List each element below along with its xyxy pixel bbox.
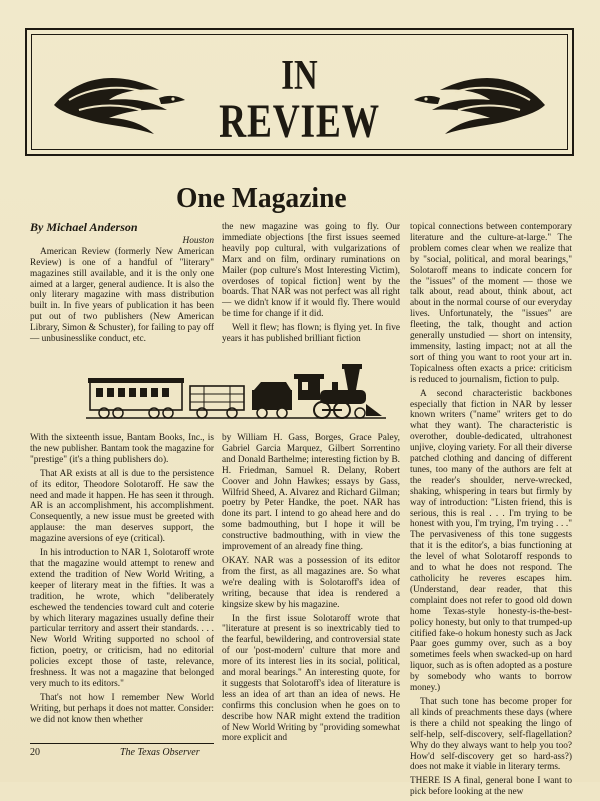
paragraph: That's not how I remember New World Writing, but perhaps it does not matter. Consider: we did not know then whether <box>30 692 214 725</box>
locomotive-illustration-icon <box>86 360 386 424</box>
banner-title-review: REVIEW <box>219 95 380 148</box>
paragraph: With the sixteenth issue, Bantam Books, Inc., is the new publisher. Bantam took the magazine for "prestige" (it's a thing publishers do). <box>30 433 214 465</box>
article-headline: One Magazine <box>176 182 347 214</box>
paragraph: the new magazine was going to fly. Our immediate objections [the first issues seemed heavily pop cultural, with vulgarizations of Marx and on film, ordinary ruminations on Mailer (pop culture's Most Interesting Victim), overdoses of topical fiction] went by the boards. That NAR was not perfect was all right — we didn't know if it would fly. There would be time for change if it did. <box>222 222 400 320</box>
column-1-bottom <box>30 433 214 729</box>
paragraph: That such tone has become proper for all kinds of preachments these days (where is there a child not speaking the lingo of self-help, self-discovery, self-flagellation? Why do they always want to help you too? How'd self-discovery get so hard-ass?) does not make it viable in literary terms. <box>410 696 572 773</box>
byline: By Michael Anderson <box>30 220 138 234</box>
column-2-top <box>222 222 400 348</box>
column-1-top <box>30 222 214 348</box>
magazine-name: The Texas Observer <box>120 747 200 758</box>
column-2-bottom <box>222 433 400 747</box>
paragraph: In his introduction to NAR 1, Solotaroff wrote that the magazine would attempt to renew and extend the tradition of New World Writing, a keeper of literary meat in the fifties. It was a tradition, he wrote, which "deliberately eschewed the tendencies toward cult and coterie by which literary magazines usually define their particular territory and assert their standards. . . . New World Writing supported no school of fiction, poetry, or criticism, had no editorial policies except those of taste, relevance, freshness. It was not a magazine that belonged very much to its editors." <box>30 548 214 689</box>
paragraph: A second characteristic backbones especially that fiction in NAR by lesser known writers ("name" writers get to do what they want). The characteristic is overother, double-dedicated, ultrahonest unjive, cloying variety. For all their diverse patched clothing and dancing of different tunes, too many of the authors are felt at the reader's shoulder, nerve-wrecked, shaking, whispering in tears but firmly by way of introduction: "Listen friend, this is serious, this is real . . . I'm trying to be honest with you, I'm trying, I'm trying . . ." The pervasiveness of this tone suggests that it is the editor's, a bias functioning at the level of what Solotaroff responds to and to what he does not respond. The catholicity he reveres escapes him. (Understand, dear reader, that this complaint does not refer to good old down home Texas-style honesty-is-the-best-policy honesty, but only to that trumped-up citified fake-o hokum honesty such as Jack Paar goes gummy over, such as a boy sometimes feels when swacked-up on hard liquor, such as is often adopted as a posture by somebody who wants to borrow money.) <box>410 388 572 694</box>
paragraph: THERE IS A final, general bone I want to pick before looking at the new <box>410 776 572 798</box>
paragraph: That AR exists at all is due to the persistence of its editor, Theodore Solotaroff. He saw the need and made it happen. He has seen it through. AR is an accomplishment, his accomplishment. Consequently, a new issue must be greeted with applause: the man deserves support, the magazine aversions of eye (critical). <box>30 468 214 545</box>
column-3 <box>410 222 572 801</box>
footer-rule <box>30 743 214 744</box>
paragraph: Well it flew; has flown; is flying yet. In five years it has published brilliant fiction <box>222 323 400 345</box>
banner-title-in: IN <box>281 53 318 99</box>
paragraph: In the first issue Solotaroff wrote that "literature at present is so inextricably tied to the fearful, bewildering, and controversial state of our 'post-modern' culture that more and more of its interest lies in its social, political, and moral bearings." An interesting quote, for it suggests that Solotaroff's idea of literature is less an idea of art than an idea of news. He confirms this conclusion when he goes on to describe how NAR might extend the tradition of New World Writing by "providing somewhat more explicit and <box>222 613 400 744</box>
dateline: Houston <box>182 235 214 246</box>
paragraph: topical connections between contemporary literature and the culture-at-large." The problem comes clear when we realize that by "social, political, and moral bearings," Solotaroff means to indicate concern for the "issues" of the moment — those we talk about, read about, think about, act about in the normal course of our everyday lives. Unfortunately, the "issues" are fleeting, the talk, thought and action generally unstudied — short on intensity, immensity, lasting impact; not at all the sort of thing you want to root your art in. Topicalness often exacts a price: criticism is reduced to journalism, fiction to pulp. <box>410 222 572 385</box>
page-number: 20 <box>30 747 40 758</box>
paragraph: American Review (formerly New American Review) is one of a handful of "literary" magazines still available, and it is the only one aimed at a larger, general audience. It is also the only literary magazine with mass distribution built in. In five years of publication it has been put out of two publishers (New American Library, Simon & Schuster), for failing to pay off — unbusinesslike conduct, etc. <box>30 246 214 345</box>
in-review-banner <box>25 28 574 156</box>
paragraph: OKAY. NAR was a possession of its editor from the first, as all magazines are. So what we're dealing with is Solotaroff's idea of writing, because that idea is rendered a kingsize skew by his magazine. <box>222 555 400 610</box>
paragraph: by William H. Gass, Borges, Grace Paley, Gabriel Garcia Marquez, Gilbert Sorrentino and Donald Barthelme; interesting fiction by B. H. Friedman, Samuel R. Delany, Robert Coover and John Hawkes; essays by Gass, Wilfrid Sheed, A. Alvarez and Richard Gilman; poetry by Peter Handke, the poet. NAR has done its part. I intend to go ahead here and do some badmouthing, but I hope it will be constructive badmouthing, with in view the improvement of an already fine thing. <box>222 433 400 553</box>
